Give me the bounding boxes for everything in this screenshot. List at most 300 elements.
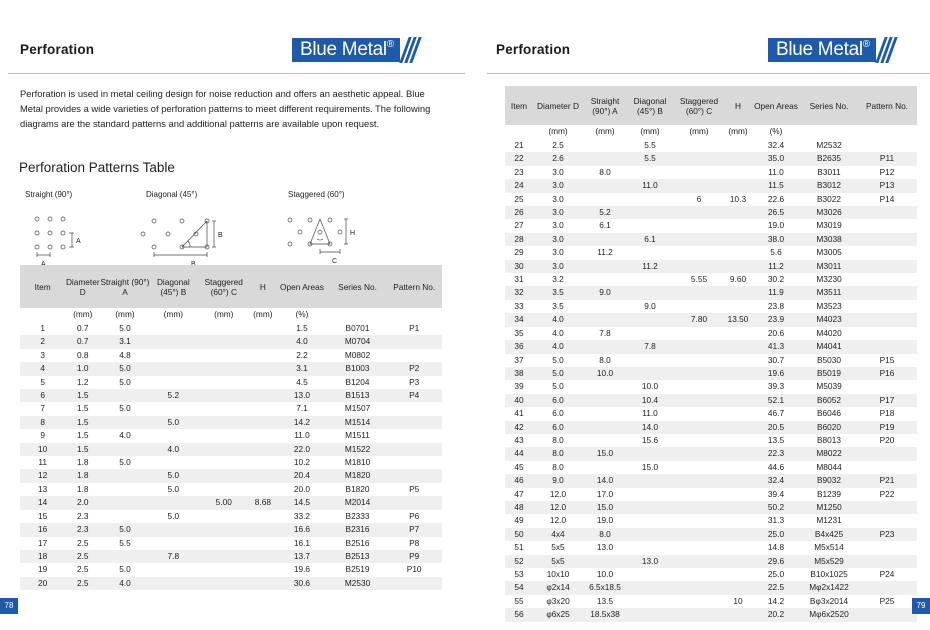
cell-staggered — [673, 501, 725, 514]
cell-diameter: 2.6 — [533, 152, 583, 165]
cell-straight: 5.0 — [100, 523, 149, 536]
cell-pattern-no — [857, 246, 917, 259]
table-row — [505, 233, 917, 246]
cell-pattern-no: P4 — [386, 389, 442, 402]
cell-series-no: Bφ3x2014 — [809, 595, 849, 606]
cell-series-no: B9032 — [801, 474, 857, 487]
cell-diagonal: 4.0 — [150, 443, 197, 456]
cell-pattern-no — [857, 286, 917, 299]
cell-diameter: 2.5 — [77, 537, 89, 548]
cell-h — [251, 577, 276, 590]
table-row — [505, 541, 917, 554]
cell-diameter: φ6x25 — [533, 608, 583, 621]
staggered-diagram-label: Staggered (60°) — [288, 190, 345, 199]
cell-open-area: 10.2 — [293, 457, 311, 468]
cell-staggered — [673, 354, 725, 367]
cell-diameter: 3.5 — [552, 300, 564, 311]
cell-pattern-no — [857, 501, 917, 514]
header-diagonal: Diagonal (45°) B — [150, 265, 197, 308]
straight-pattern-diagram — [25, 190, 100, 269]
cell-staggered — [673, 394, 725, 407]
header-divider — [487, 73, 930, 74]
cell-straight: 18.5x38 — [583, 608, 627, 621]
cell-diagonal: 5.0 — [167, 483, 180, 494]
unit-cell: (mm) — [115, 309, 135, 320]
cell-diagonal — [627, 219, 673, 232]
cell-staggered — [197, 563, 251, 576]
table-row — [505, 152, 917, 165]
table-row — [505, 313, 917, 326]
cell-h — [251, 550, 276, 563]
cell-diagonal — [627, 246, 673, 259]
cell-series-no: M3011 — [801, 260, 857, 273]
cell-diameter: 5.0 — [552, 354, 564, 365]
table-row — [505, 434, 917, 447]
cell-staggered — [197, 402, 251, 415]
cell-straight: 17.0 — [596, 488, 614, 499]
cell-open-area: 33.2 — [293, 510, 311, 521]
cell-staggered — [673, 367, 725, 380]
cell-straight — [100, 389, 149, 402]
cell-diameter: φ3x20 — [546, 595, 570, 606]
cell-open-area: 7.1 — [296, 403, 308, 414]
cell-pattern-no — [857, 233, 917, 246]
cell-h — [725, 541, 751, 554]
cell-open-area: 30.6 — [275, 577, 329, 590]
cell-item: 34 — [505, 313, 533, 326]
cell-diagonal: 10.0 — [641, 381, 659, 392]
cell-diagonal — [150, 322, 197, 335]
cell-open-area: 35.0 — [751, 152, 801, 165]
cell-pattern-no — [386, 349, 442, 362]
cell-straight — [583, 461, 627, 474]
cell-item: 18 — [20, 550, 65, 563]
cell-diagonal — [150, 456, 197, 469]
cell-straight — [583, 555, 627, 568]
unit-cell: (%) — [295, 309, 309, 320]
cell-series-no: Mφ2x1422 — [801, 581, 857, 594]
cell-item: 51 — [514, 542, 524, 553]
cell-pattern-no — [386, 456, 442, 469]
cell-pattern-no — [386, 335, 442, 348]
cell-pattern-no — [386, 469, 442, 482]
cell-straight: 5.0 — [119, 403, 131, 414]
cell-diagonal: 9.0 — [644, 300, 656, 311]
cell-staggered — [197, 510, 251, 523]
cell-diameter: 5x5 — [533, 555, 583, 568]
cell-series-no: B2516 — [345, 537, 370, 548]
cell-diagonal: 5.5 — [627, 152, 673, 165]
table-row — [505, 555, 917, 568]
cell-open-area: 1.5 — [296, 323, 308, 333]
cell-staggered — [197, 389, 251, 402]
table-row — [505, 219, 917, 232]
cell-item: 8 — [20, 416, 65, 429]
cell-staggered — [673, 461, 725, 474]
cell-straight — [583, 273, 627, 286]
cell-staggered — [197, 550, 251, 563]
cell-straight — [100, 510, 149, 523]
cell-item: 5 — [40, 376, 45, 387]
table-row — [20, 335, 442, 348]
cell-staggered: 5.55 — [690, 274, 708, 285]
cell-item: 50 — [505, 528, 533, 541]
logo-text: Blue Metal — [776, 39, 863, 60]
cell-open-area: 3.1 — [275, 362, 329, 375]
table-row — [20, 416, 442, 429]
cell-staggered: 5.00 — [197, 496, 251, 509]
table-row — [505, 568, 917, 581]
cell-series-no: B1239 — [817, 488, 841, 499]
cell-h — [251, 563, 276, 576]
cell-diagonal — [627, 206, 673, 219]
cell-diameter: 6.0 — [533, 394, 583, 407]
cell-straight: 5.0 — [119, 376, 131, 387]
cell-diameter: 1.8 — [77, 457, 89, 468]
cell-item: 31 — [514, 274, 524, 285]
cell-staggered — [197, 577, 251, 590]
cell-open-area: 19.6 — [751, 367, 801, 380]
cell-diameter: 4.0 — [552, 327, 564, 338]
cell-pattern-no — [857, 327, 917, 340]
cell-straight: 5.0 — [119, 323, 131, 333]
cell-straight: 15.0 — [583, 447, 627, 460]
cell-diameter: 1.5 — [65, 389, 100, 402]
cell-pattern-no: P25 — [879, 595, 895, 606]
cell-open-area: 38.0 — [751, 233, 801, 246]
cell-staggered — [197, 349, 251, 362]
cell-series-no: M4023 — [801, 313, 857, 326]
cell-item: 45 — [514, 461, 524, 472]
cell-diagonal — [150, 349, 197, 362]
staggered-pattern-icon — [280, 199, 380, 269]
cell-h — [251, 469, 276, 482]
cell-straight — [100, 483, 149, 496]
cell-diameter: 5.0 — [552, 381, 564, 392]
cell-series-no: B1513 — [329, 389, 387, 402]
cell-diameter: 3.0 — [533, 179, 583, 192]
cell-series-no: M3230 — [816, 274, 842, 285]
cell-item: 33 — [514, 300, 524, 311]
cell-straight — [583, 340, 627, 353]
cell-h — [725, 300, 751, 313]
cell-pattern-no: P1 — [409, 323, 420, 333]
cell-staggered — [673, 286, 725, 299]
cell-open-area: 11.0 — [294, 430, 310, 441]
table-body-right — [505, 139, 917, 622]
cell-diagonal — [627, 514, 673, 527]
cell-staggered — [673, 179, 725, 192]
cell-series-no: M0802 — [344, 349, 371, 360]
cell-pattern-no — [386, 577, 442, 590]
table-row — [20, 510, 442, 523]
cell-diagonal: 11.2 — [627, 260, 673, 273]
cell-item: 10 — [20, 443, 65, 456]
cell-diagonal: 15.0 — [641, 461, 659, 472]
cell-diameter: 3.0 — [552, 247, 564, 258]
cell-pattern-no — [857, 206, 917, 219]
cell-diameter: 8.0 — [552, 434, 564, 445]
cell-pattern-no: P6 — [409, 510, 420, 521]
table-row — [505, 407, 917, 420]
cell-staggered — [197, 362, 251, 375]
table-row — [505, 354, 917, 367]
cell-h — [725, 555, 751, 568]
cell-diameter: 6.0 — [533, 421, 583, 434]
page-number: 79 — [912, 598, 930, 614]
cell-straight: 3.1 — [100, 335, 149, 348]
cell-straight: 5.2 — [583, 206, 627, 219]
cell-item: 55 — [514, 595, 524, 606]
cell-open-area: 46.7 — [767, 408, 785, 419]
cell-diagonal: 15.6 — [641, 434, 659, 445]
cell-straight: 5.0 — [119, 564, 131, 575]
cell-open-area: 30.2 — [767, 274, 785, 285]
cell-diameter: 12.0 — [549, 515, 567, 526]
cell-pattern-no: P8 — [409, 537, 420, 548]
table-row — [505, 340, 917, 353]
page-title: Perforation — [496, 42, 571, 57]
unit-cell: (mm) — [640, 126, 660, 137]
cell-item: 48 — [505, 501, 533, 514]
cell-staggered — [673, 528, 725, 541]
cell-open-area: 39.3 — [767, 381, 785, 392]
cell-h — [251, 483, 276, 496]
cell-staggered — [673, 541, 725, 554]
cell-diameter: 0.7 — [77, 323, 89, 333]
cell-h — [725, 488, 751, 501]
diagonal-pattern-diagram — [138, 190, 238, 269]
cell-h — [725, 421, 751, 434]
table-row — [505, 300, 917, 313]
cell-open-area: 20.6 — [767, 327, 785, 338]
cell-pattern-no — [857, 219, 917, 232]
cell-item: 16 — [20, 523, 65, 536]
cell-straight: 4.0 — [119, 430, 131, 441]
cell-diagonal: 14.0 — [627, 421, 673, 434]
cell-item: 22 — [505, 152, 533, 165]
cell-diameter: 1.0 — [65, 362, 100, 375]
cell-diagonal: 5.0 — [150, 416, 197, 429]
cell-diagonal — [627, 608, 673, 621]
cell-straight: 8.0 — [599, 166, 611, 177]
cell-straight — [583, 434, 627, 447]
table-row — [505, 327, 917, 340]
cell-straight — [583, 193, 627, 206]
cell-diagonal — [150, 376, 197, 389]
unit-cell: (mm) — [163, 309, 183, 320]
cell-staggered — [673, 474, 725, 487]
cell-series-no: B5030 — [817, 354, 841, 365]
cell-open-area: 29.6 — [751, 555, 801, 568]
table-row — [505, 474, 917, 487]
table-row — [505, 179, 917, 192]
cell-diameter: 3.2 — [552, 274, 564, 285]
cell-staggered — [673, 407, 725, 420]
cell-series-no: M5039 — [816, 381, 842, 392]
cell-item: 54 — [505, 581, 533, 594]
cell-h — [725, 179, 751, 192]
cell-diagonal — [627, 273, 673, 286]
cell-series-no: M2530 — [329, 577, 387, 590]
cell-series-no: M1820 — [329, 469, 387, 482]
table-row — [20, 563, 442, 576]
cell-open-area: 22.0 — [275, 443, 329, 456]
cell-series-no: B2513 — [329, 550, 387, 563]
cell-pattern-no: P15 — [879, 354, 895, 365]
cell-series-no: M4041 — [801, 340, 857, 353]
cell-h — [251, 349, 276, 362]
cell-open-area: 32.4 — [767, 140, 785, 150]
cell-open-area: 19.6 — [293, 564, 311, 575]
cell-h — [725, 568, 751, 581]
cell-pattern-no: P3 — [409, 376, 420, 387]
cell-series-no: B1003 — [329, 362, 387, 375]
cell-open-area: 16.6 — [275, 523, 329, 536]
cell-open-area: 22.5 — [751, 581, 801, 594]
cell-item: 35 — [514, 327, 524, 338]
table-row — [505, 286, 917, 299]
dim-a-label: A — [76, 238, 81, 245]
table-row — [20, 483, 442, 496]
cell-diameter: 2.5 — [552, 140, 564, 150]
cell-straight — [583, 421, 627, 434]
table-row — [20, 349, 442, 362]
cell-item: 41 — [514, 408, 524, 419]
cell-straight — [583, 407, 627, 420]
cell-diameter: 2.0 — [65, 496, 100, 509]
table-row — [505, 514, 917, 527]
cell-straight — [583, 313, 627, 326]
cell-staggered — [197, 376, 251, 389]
cell-straight — [583, 380, 627, 393]
cell-open-area: 22.3 — [751, 447, 801, 460]
table-row — [505, 421, 917, 434]
cell-series-no: Mφ6x2520 — [801, 608, 857, 621]
cell-h — [251, 322, 276, 335]
cell-item: 53 — [514, 569, 524, 579]
cell-open-area: 20.2 — [751, 608, 801, 621]
table-row — [505, 367, 917, 380]
cell-diagonal — [150, 335, 197, 348]
cell-series-no: B1820 — [345, 483, 370, 494]
diagonal-diagram-label: Diagonal (45°) — [146, 190, 198, 199]
cell-straight: 4.8 — [119, 349, 131, 360]
cell-h — [251, 429, 276, 442]
cell-h — [725, 367, 751, 380]
cell-diameter: 1.5 — [65, 443, 100, 456]
cell-h — [251, 523, 276, 536]
cell-h — [725, 380, 751, 393]
cell-straight: 11.2 — [597, 247, 613, 258]
cell-h — [725, 608, 751, 621]
unit-cell: (mm) — [689, 126, 709, 137]
table-row — [505, 394, 917, 407]
cell-pattern-no — [386, 443, 442, 456]
cell-item: 20 — [20, 577, 65, 590]
cell-diagonal — [627, 541, 673, 554]
cell-pattern-no: P16 — [857, 367, 917, 380]
cell-open-area: 20.4 — [275, 469, 329, 482]
cell-straight: 15.0 — [583, 501, 627, 514]
cell-straight: 10.0 — [583, 367, 627, 380]
cell-pattern-no — [857, 273, 917, 286]
header-open-areas: Open Areas — [275, 265, 329, 308]
cell-diameter: 0.7 — [65, 335, 100, 348]
cell-open-area: 14.5 — [275, 496, 329, 509]
cell-staggered — [673, 434, 725, 447]
cell-diameter: 1.8 — [77, 483, 89, 494]
header-item: Item — [20, 265, 65, 308]
cell-series-no: M1507 — [344, 403, 371, 414]
header-divider — [8, 73, 465, 74]
cell-item: 13 — [38, 483, 48, 494]
cell-staggered — [673, 514, 725, 527]
cell-series-no: M0704 — [329, 335, 387, 348]
cell-diameter: 4x4 — [533, 528, 583, 541]
straight-pattern-icon — [25, 199, 100, 269]
table-row — [505, 581, 917, 594]
cell-h — [251, 335, 276, 348]
diagonal-pattern-icon — [138, 199, 238, 269]
cell-pattern-no — [386, 416, 442, 429]
cell-straight — [100, 469, 149, 482]
cell-series-no: M1231 — [816, 515, 842, 526]
cell-pattern-no — [857, 608, 917, 621]
cell-pattern-no: P22 — [879, 488, 895, 499]
cell-h — [725, 340, 751, 353]
cell-diagonal: 7.8 — [150, 550, 197, 563]
cell-diameter: 3.0 — [552, 220, 564, 231]
table-row — [505, 246, 917, 259]
cell-diameter: 4.0 — [533, 313, 583, 326]
cell-pattern-no: P24 — [879, 569, 895, 579]
table-row — [505, 501, 917, 514]
header-diameter: Diameter D — [65, 265, 100, 308]
cell-diameter: 1.5 — [65, 416, 100, 429]
cell-straight — [583, 139, 627, 152]
cell-diagonal — [627, 327, 673, 340]
dim-h-label: H — [350, 230, 356, 237]
header-staggered: Staggered (60°) C — [673, 86, 725, 125]
header-item: Item — [505, 86, 533, 125]
cell-diagonal — [627, 286, 673, 299]
cell-series-no: M8022 — [801, 447, 857, 460]
table-row — [20, 469, 442, 482]
cell-pattern-no: P20 — [879, 434, 895, 445]
table-row — [20, 523, 442, 536]
cell-diagonal: 5.2 — [150, 389, 197, 402]
cell-diagonal — [627, 166, 673, 179]
cell-series-no: M3019 — [816, 220, 842, 231]
cell-diagonal — [627, 488, 673, 501]
cell-item: 23 — [514, 166, 524, 177]
cell-item: 46 — [505, 474, 533, 487]
cell-staggered — [197, 537, 251, 550]
cell-diagonal — [150, 563, 197, 576]
cell-series-no: M4020 — [816, 327, 842, 338]
cell-series-no: M8044 — [816, 461, 842, 472]
unit-cell — [801, 125, 857, 139]
cell-open-area: 30.7 — [767, 354, 785, 365]
cell-h — [251, 537, 276, 550]
table-row — [20, 537, 442, 550]
cell-h — [251, 402, 276, 415]
cell-diagonal: 7.8 — [627, 340, 673, 353]
cell-item: 15 — [38, 510, 48, 521]
cell-diameter: 0.8 — [77, 349, 89, 360]
cell-item: 56 — [505, 608, 533, 621]
